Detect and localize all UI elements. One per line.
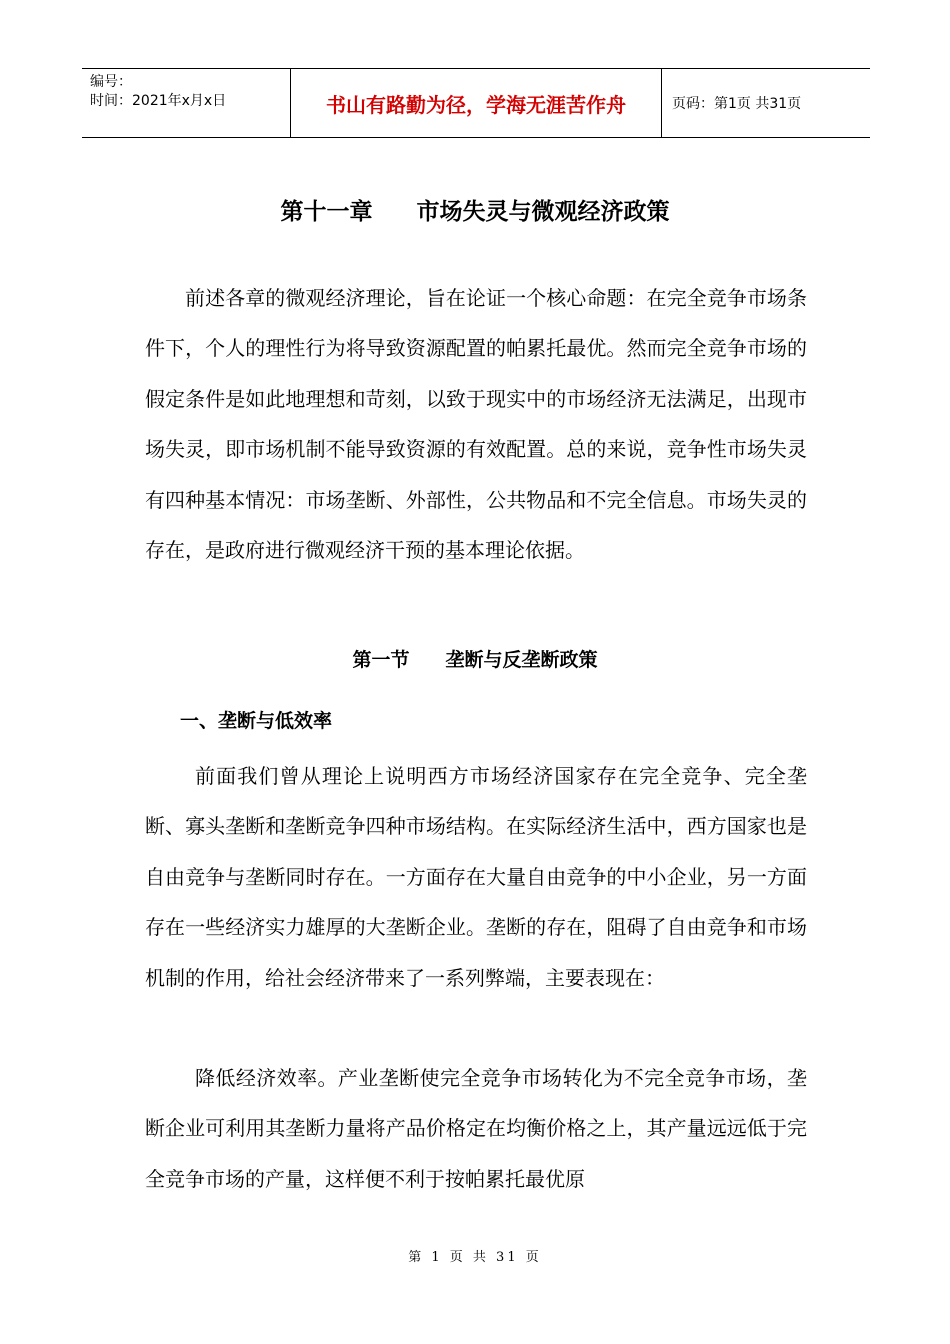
- header-motto: 书山有路勤为径，学海无涯苦作舟: [291, 69, 662, 137]
- chapter-name: 市场失灵与微观经济政策: [416, 199, 670, 225]
- time-label: 时间：2021年x月x日: [90, 93, 227, 109]
- subheading: 一、垄断与低效率: [180, 710, 333, 732]
- chapter-number: 第十一章: [280, 199, 373, 225]
- number-label: 编号：: [90, 74, 132, 90]
- header-meta-cell: [82, 69, 291, 137]
- header-page-info: 页码：第1页 共31页: [672, 96, 802, 112]
- page-footer: 第 1 页 共 31 页: [408, 1250, 542, 1265]
- section-number: 第一节: [352, 649, 410, 671]
- section-name: 垄断与反垄断政策: [445, 649, 598, 671]
- intro-paragraph: 前述各章的微观经济理论，旨在论证一个核心命题：在完全竞争市场条件下，个人的理性行为将导致资源配置的帕累托最优。然而完全竞争市场的假定条件是如此地理想和苛刻，以致于现实中的市场经济无法满足，出现市场失灵，即市场机制不能导致资源的有效配置。总的来说，竞争性市场失灵有四种基本情况：市场垄断、外部性，公共物品和不完全信息。市场失灵的存在，是政府进行微观经济干预的基本理论依据。: [145, 286, 807, 563]
- body-paragraph-3: 降低经济效率。产业垄断使完全竞争市场转化为不完全竞争市场，垄断企业可利用其垄断力量将产品价格定在均衡价格之上，其产量远远低于完全竞争市场的产量，这样便不利于按帕累托最优原: [145, 1066, 807, 1191]
- section-title: [0, 645, 950, 672]
- body-paragraph-2: 前面我们曾从理论上说明西方市场经济国家存在完全竞争、完全垄断、寡头垄断和垄断竞争四种市场结构。在实际经济生活中，西方国家也是自由竞争与垄断同时存在。一方面存在大量自由竞争的中小企业，另一方面存在一些经济实力雄厚的大垄断企业。垄断的存在，阻碍了自由竞争和市场机制的作用，给社会经济带来了一系列弊端，主要表现在：: [145, 764, 807, 990]
- chapter-title: [0, 193, 950, 226]
- document-header: [82, 68, 870, 138]
